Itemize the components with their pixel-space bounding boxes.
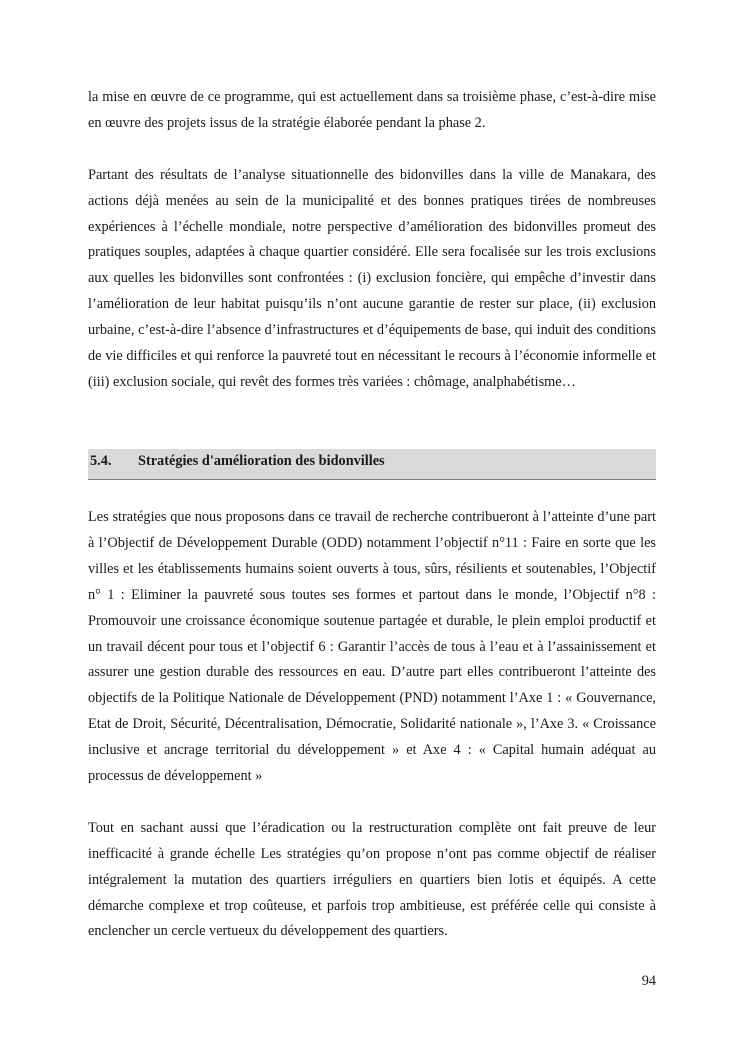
section-number: 5.4.: [90, 453, 112, 469]
paragraph-strategies-objectives: Les stratégies que nous proposons dans ce travail de recherche contribueront à l’atteinte d’une part à l’Objectif de Développement Durable (ODD) notamment l’objectif n°11 : Faire en sorte que les villes et les établissements humains soient ouverts à tous, sûrs, résilients et soutenables, l’Objectif n° 1 : Eliminer la pauvreté sous toutes ses formes et partout dans le monde, l’Objectif n°8 : Promouvoir une croissance économique soutenue partagée et durable, le plein emploi productif et un travail décent pour tous et l’objectif 6 : Garantir l’accès de tous à l’eau et à l’assainissement et assurer une gestion durable des ressources en eau. D’autre part elles contribueront l’atteinte des objectifs de la Politique Nationale de Développement (PND) notamment l’Axe 1 : « Gouvernance, Etat de Droit, Sécurité, Décentralisation, Démocratie, Solidarité nationale », l’Axe 3. « Croissance inclusive et ancrage territorial du développement » et Axe 4 : « Capital humain adéquat au processus de développement »: [88, 509, 656, 785]
paragraph-strategies-approach: Tout en sachant aussi que l’éradication ou la restructuration complète ont fait preuve de leur inefficacité à grande échelle Les stratégies qu’on propose n’ont pas comme objectif de réaliser intégralement la mutation des quartiers irréguliers en quartiers bien lotis et équipés. A cette démarche complexe et trop coûteuse, et parfois trop ambitieuse, est préférée celle qui consiste à enclencher un cercle vertueux du développement des quartiers.: [88, 819, 656, 940]
section-heading-5-4: [88, 449, 656, 480]
page-number: 94: [641, 973, 656, 989]
bottom-text-block: [88, 505, 656, 945]
section-title: Stratégies d'amélioration des bidonvilles: [138, 453, 385, 469]
paragraph-perspective: Partant des résultats de l’analyse situationnelle des bidonvilles dans la ville de Manakara, des actions déjà menées au sein de la municipalité et des bonnes pratiques tirées de nombreuses expériences à l’échelle mondiale, notre perspective d’amélioration des bidonvilles promeut des pratiques souples, adaptées à chaque quartier considéré. Elle sera focalisée sur les trois exclusions aux quelles les bidonvilles sont confrontées : (i) exclusion foncière, qui empêche d’investir dans l’amélioration de leur habitat puisqu’ils n’ont aucune garantie de rester sur place, (ii) exclusion urbaine, c’est-à-dire l’absence d’infrastructures et d’équipements de base, qui induit des conditions de vie difficiles et qui renforce la pauvreté tout en nécessitant le recours à l’économie informelle et (iii) exclusion sociale, qui revêt des formes très variées : chômage, analphabétisme…: [88, 166, 656, 390]
top-text-block: [88, 85, 656, 396]
paragraph-intro-continuation: la mise en œuvre de ce programme, qui est actuellement dans sa troisième phase, c’est-à-dire mise en œuvre des projets issus de la stratégie élaborée pendant la phase 2.: [88, 89, 656, 131]
